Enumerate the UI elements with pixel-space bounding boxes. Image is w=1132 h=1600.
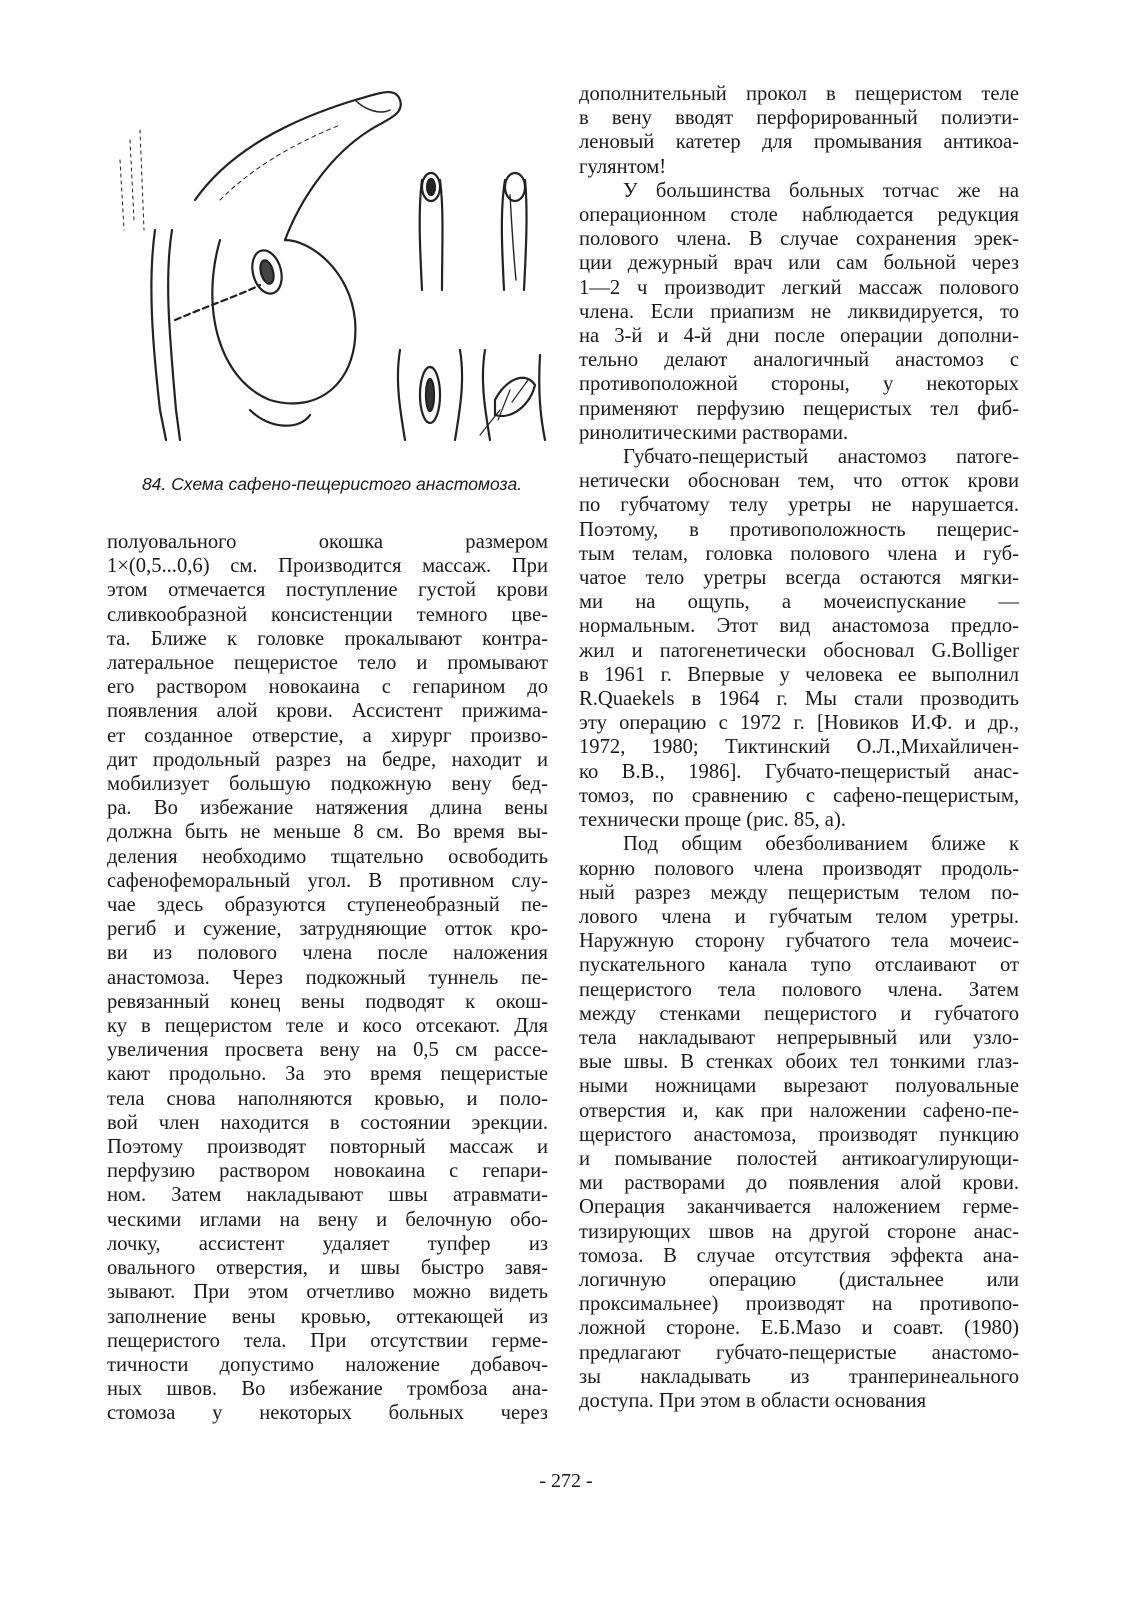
- text-line: латеральное пещеристое тело и промывают: [107, 652, 548, 675]
- text-line: ложной стороне. Е.Б.Мазо и соавт. (1980): [579, 1317, 1019, 1340]
- text-line: отверстия и, как при наложении сафено-пе-: [579, 1099, 1019, 1122]
- text-line: ра. Во избежание натяжения длина вены: [107, 797, 548, 820]
- text-line: региб и сужение, затрудняющие отток кро-: [107, 918, 548, 941]
- text-line: доступа. При этом в области основания: [579, 1389, 927, 1412]
- text-line: и помывание полостей антикоагулирующи-: [579, 1147, 1019, 1170]
- text-line: Операция заканчивается наложением герме-: [579, 1196, 1019, 1219]
- text-line: деления необходимо тщательно освободить: [107, 845, 548, 868]
- text-line: его раствором новокаина с гепарином до: [107, 676, 548, 699]
- text-line: Наружную сторону губчатого тела мочеис-: [579, 930, 1019, 953]
- text-line: 1×(0,5...0,6) см. Производится массаж. При: [107, 555, 548, 578]
- text-line: технически проще (рис. 85, а).: [579, 809, 846, 832]
- text-line: мобилизует большую подкожную вену бед-: [107, 773, 548, 796]
- text-line: лочку, ассистент удаляет тупфер из: [107, 1232, 548, 1255]
- text-line: ный разрез между пещеристым телом по-: [579, 881, 1019, 904]
- text-line: ном. Затем накладывают швы атравмати-: [107, 1184, 548, 1207]
- text-line: пещеристого тела. При отсутствии герме-: [107, 1329, 548, 1352]
- text-line: на 3-й и 4-й дни после операции дополни-: [579, 325, 1019, 348]
- text-line: та. Ближе к головке прокалывают контра-: [107, 627, 548, 650]
- text-line: полуовального окошка размером: [107, 531, 548, 553]
- text-line: ринолитическими растворами.: [579, 421, 849, 444]
- text-line: между стенками пещеристого и губчатого: [579, 1002, 1019, 1025]
- text-line: тизирующих швов на другой стороне анас-: [579, 1220, 1019, 1243]
- text-line: пускательного канала тупо отслаивают от: [579, 954, 1019, 977]
- text-line: полового члена. В случае сохранения эрек-: [579, 228, 1019, 251]
- text-line: жил и патогенетически обосновал G.Bolliger: [579, 639, 1019, 662]
- text-line: тым телам, головка полового члена и губ-: [579, 542, 1019, 565]
- text-line: заполнение вены кровью, оттекающей из: [107, 1305, 548, 1328]
- anastomosis-illustration-icon: [100, 80, 550, 452]
- text-line: тельно делают аналогичный анастомоз с: [579, 349, 1019, 372]
- text-line: увеличения просвета вену на 0,5 см рассе-: [107, 1039, 548, 1062]
- text-line: в 1961 г. Впервые у человека ее выполнил: [579, 663, 1019, 686]
- text-line: ных швов. Во избежание тромбоза ана-: [107, 1378, 548, 1401]
- text-line: томоз, по сравнению с сафено-пещеристым,: [579, 784, 1019, 807]
- text-line: дополнительный прокол в пещеристом теле: [579, 83, 1019, 105]
- text-line: томоза. В случае отсутствия эффекта ана-: [579, 1244, 1019, 1267]
- text-line: Поэтому производят повторный массаж и: [107, 1136, 548, 1159]
- text-line: ку в пещеристом теле и косо отсекают. Для: [107, 1015, 548, 1038]
- text-line: нетически обоснован тем, что отток крови: [579, 470, 1019, 493]
- text-line: предлагают губчато-пещеристые анастомо-: [579, 1341, 1019, 1364]
- text-line: щеристого анастомоза, производят пункцию: [579, 1123, 1019, 1146]
- text-line: лового члена и губчатым телом уретры.: [579, 905, 1019, 928]
- text-line: проксимальнее) производят на противопо-: [579, 1293, 1019, 1316]
- text-line: ми растворами до появления алой крови.: [579, 1172, 1019, 1195]
- text-line: Губчато-пещеристый анастомоз патоге-: [623, 446, 1019, 469]
- text-line: У большинства больных тотчас же на: [623, 179, 1019, 202]
- text-line: вые швы. В стенках обоих тел тонкими глаз-: [579, 1051, 1019, 1074]
- text-line: сафенофеморальный угол. В противном слу-: [107, 869, 548, 892]
- text-line: леновый катетер для промывания антикоа-: [579, 131, 1019, 154]
- text-line: тичности допустимо наложение добавоч-: [107, 1353, 548, 1376]
- text-line: ческими иглами на вену и белочную обо-: [107, 1208, 548, 1231]
- paragraph: [107, 530, 548, 1426]
- text-line: появления алой крови. Ассистент прижима-: [107, 700, 548, 723]
- text-line: 1972, 1980; Тиктинский О.Л.,Михайличен-: [579, 736, 1019, 759]
- text-line: R.Quaekels в 1964 г. Мы стали прозводить: [579, 688, 1019, 711]
- text-line: члена. Если приапизм не ликвидируется, то: [579, 300, 1019, 323]
- page-number: - 272 -: [539, 1470, 593, 1492]
- figure-caption: 84. Схема сафено-пещеристого анастомоза.: [141, 474, 523, 494]
- text-line: операционном столе наблюдается редукция: [579, 204, 1019, 227]
- paragraph: [579, 82, 1019, 179]
- text-line: ко В.В., 1986]. Губчато-пещеристый анас-: [579, 760, 1019, 783]
- text-line: сливкообразной консистенции темного цве-: [107, 603, 548, 626]
- text-line: логичную операцию (дистальнее или: [579, 1268, 1019, 1291]
- paragraph: [579, 832, 1019, 1413]
- text-line: ет созданное отверстие, а хирург произво-: [107, 724, 548, 747]
- anatomical-figure: [100, 80, 550, 452]
- text-line: корню полового члена производят продоль-: [579, 857, 1019, 880]
- left-column-text: [107, 530, 548, 1426]
- text-line: анастомоза. Через подкожный туннель пе-: [107, 966, 548, 989]
- text-line: ви из полового члена после наложения: [107, 942, 548, 965]
- paragraph: [579, 179, 1019, 445]
- text-line: перфузию раствором новокаина с гепари-: [107, 1160, 548, 1183]
- text-line: нормальным. Этот вид анастомоза предло-: [579, 615, 1019, 638]
- text-line: Поэтому, в противоположность пещерис-: [579, 518, 1019, 541]
- text-line: эту операцию с 1972 г. [Новиков И.Ф. и др.,: [579, 712, 1019, 735]
- text-line: 1—2 ч производит легкий массаж полового: [579, 276, 1019, 299]
- text-line: вой член находится в состоянии эрекции.: [107, 1111, 548, 1134]
- right-column-text: [579, 82, 1019, 1413]
- text-line: Под общим обезболиванием ближе к: [623, 833, 1019, 856]
- text-line: в вену вводят перфорированный полиэти-: [579, 107, 1019, 130]
- text-line: стомоза у некоторых больных через: [107, 1402, 548, 1425]
- text-line: дит продольный разрез на бедре, находит и: [107, 748, 548, 771]
- text-line: пещеристого тела полового члена. Затем: [579, 978, 1019, 1001]
- text-line: по губчатому телу уретры не нарушается.: [579, 494, 1019, 517]
- paragraph: [579, 445, 1019, 832]
- text-line: применяют перфузию пещеристых тел фиб-: [579, 397, 1019, 420]
- text-line: тела снова наполняются кровью, и поло-: [107, 1087, 548, 1110]
- text-line: тела накладывают непрерывный или узло-: [579, 1026, 1019, 1049]
- text-line: чае здесь образуются ступенеобразный пе-: [107, 894, 548, 917]
- text-line: противоположной стороны, у некоторых: [579, 373, 1019, 396]
- text-line: должна быть не меньше 8 см. Во время вы-: [107, 821, 548, 844]
- text-line: этом отмечается поступление густой крови: [107, 579, 548, 602]
- text-line: зы накладывать из транперинеального: [579, 1365, 1019, 1388]
- text-line: ции дежурный врач или сам больной через: [579, 252, 1019, 275]
- text-line: овального отверстия, и швы быстро завя-: [107, 1257, 548, 1280]
- text-line: гулянтом!: [579, 155, 667, 178]
- text-line: кают продольно. За это время пещеристые: [107, 1063, 548, 1086]
- text-line: ревязанный конец вены подводят к окош-: [107, 990, 548, 1013]
- text-line: ми на ощупь, а мочеиспускание —: [579, 591, 1019, 614]
- text-line: чатое тело уретры всегда остаются мягки-: [579, 567, 1019, 590]
- text-line: зывают. При этом отчетливо можно видеть: [107, 1281, 548, 1304]
- text-line: ными ножницами вырезают полуовальные: [579, 1075, 1019, 1098]
